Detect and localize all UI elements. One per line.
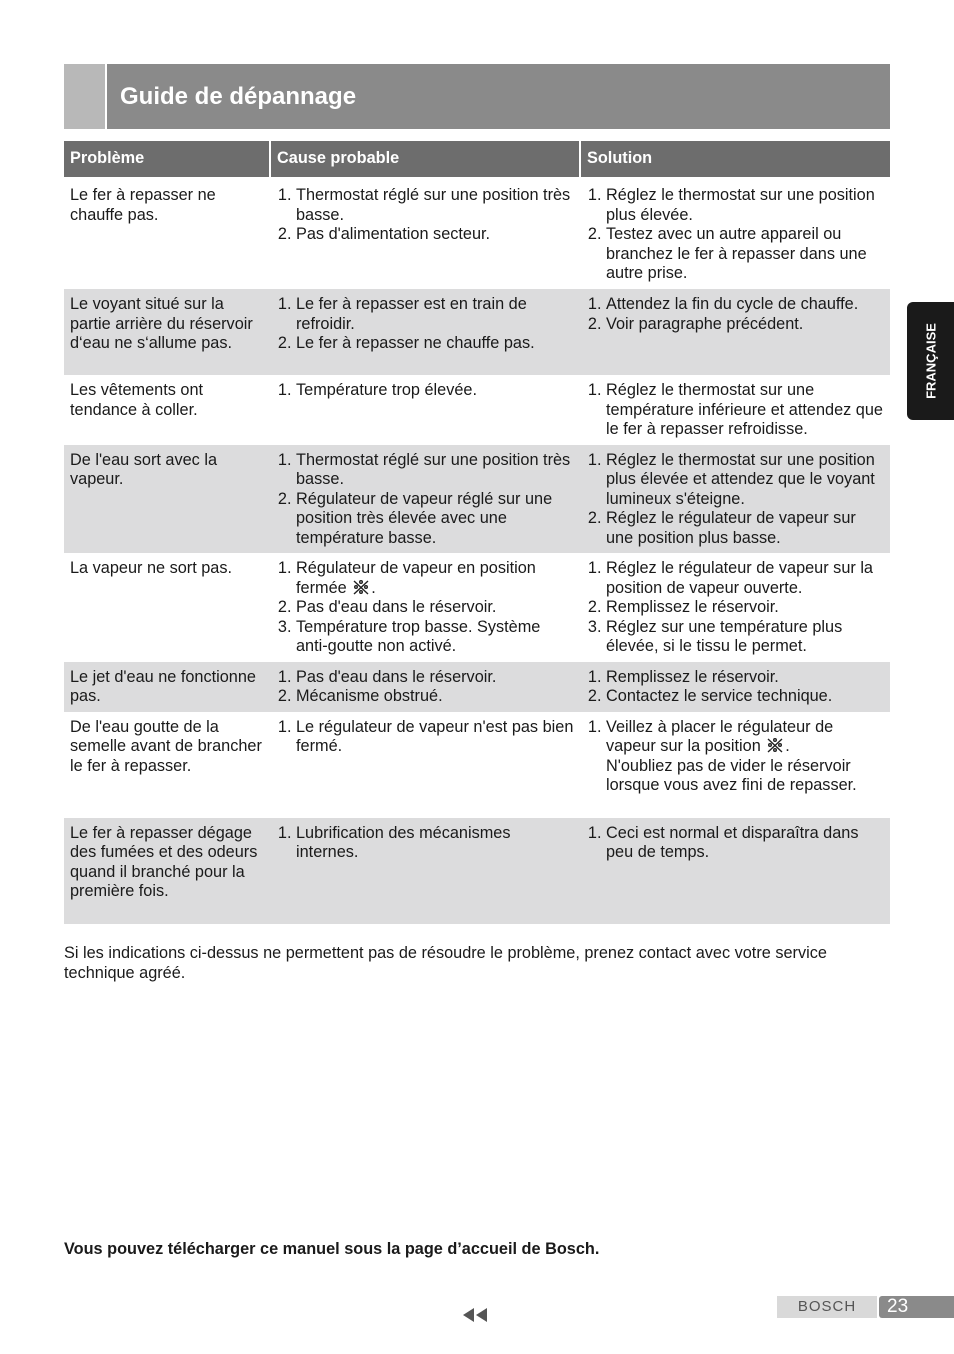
page-number: 23 <box>879 1296 954 1318</box>
table-row <box>64 375 890 445</box>
cause-item: 1. Température trop élevée. <box>296 381 574 401</box>
table-row <box>64 445 890 554</box>
solution-cell <box>580 818 890 924</box>
header-cause: Cause probable <box>270 141 580 177</box>
cause-cell <box>270 445 580 554</box>
solution-item: 1. Réglez le régulateur de vapeur sur la position de vapeur ouverte. <box>606 559 884 598</box>
contact-note: Si les indications ci-dessus ne permettent pas de résoudre le problème, prenez contact avec votre service technique agréé. <box>64 944 827 982</box>
steam-off-icon <box>351 579 371 596</box>
solution-item: 1. Ceci est normal et disparaîtra dans peu de temps. <box>606 824 884 863</box>
problem-cell: De l'eau sort avec la vapeur. <box>64 445 270 554</box>
cause-item: 1. Le fer à repasser est en train de refroidir. <box>296 295 574 334</box>
cause-item: 1. Régulateur de vapeur en position fermée . <box>296 559 574 598</box>
header-solution: Solution <box>580 141 890 177</box>
table-row <box>64 553 890 662</box>
page-title: Guide de dépannage <box>120 83 357 110</box>
header-problem: Problème <box>64 141 270 177</box>
solution-item: 1. Remplissez le réservoir. <box>606 668 884 688</box>
cause-item: 2. Pas d'alimentation secteur. <box>296 225 574 245</box>
problem-cell: Le voyant situé sur la partie arrière du réservoir d‘eau ne s‘allume pas. <box>64 289 270 375</box>
problem-cell: La vapeur ne sort pas. <box>70 559 233 577</box>
language-tab <box>907 302 954 420</box>
cause-item: 2. Mécanisme obstrué. <box>296 687 574 707</box>
solution-cell <box>580 553 890 662</box>
cause-item: 1. Thermostat réglé sur une position très basse. <box>296 451 574 490</box>
problem-cell: Le jet d'eau ne fonctionne pas. <box>64 662 270 712</box>
table-row <box>64 662 890 712</box>
solution-cell <box>580 177 890 289</box>
steam-off-icon <box>765 737 785 754</box>
brand-label: BOSCH <box>777 1296 877 1318</box>
solution-item: 2. Contactez le service technique. <box>606 687 884 707</box>
solution-item: 1. Attendez la fin du cycle de chauffe. <box>606 295 884 315</box>
double-left-arrow-icon[interactable] <box>463 1308 487 1324</box>
cause-item: 2. Le fer à repasser ne chauffe pas. <box>296 334 574 354</box>
solution-item: 2. Remplissez le réservoir. <box>606 598 884 618</box>
cause-cell <box>270 289 580 375</box>
cause-item: 2. Pas d'eau dans le réservoir. <box>296 598 574 618</box>
cause-item: 1. Thermostat réglé sur une position très basse. <box>296 186 574 225</box>
cause-item: 3. Température trop basse. Système anti-goutte non activé. <box>296 618 574 657</box>
solution-cell <box>580 712 890 818</box>
table-header-row <box>64 141 890 177</box>
table-row <box>64 712 890 818</box>
solution-item: 2. Voir paragraphe précédent. <box>606 315 884 335</box>
cause-cell <box>270 375 580 445</box>
language-tab-label: FRANÇAISE <box>923 323 938 399</box>
cause-cell <box>270 712 580 818</box>
solution-item: 2. Testez avec un autre appareil ou branchez le fer à repasser dans une autre prise. <box>606 225 884 284</box>
problem-cell: Le fer à repasser ne chauffe pas. <box>70 186 216 224</box>
solution-item: 1. Réglez le thermostat sur une position plus élevée. <box>606 186 884 225</box>
solution-cell <box>580 289 890 375</box>
solution-item: 3. Réglez sur une température plus élevée, si le tissu le permet. <box>606 618 884 657</box>
download-note: Vous pouvez télécharger ce manuel sous la page d’accueil de Bosch. <box>64 1240 600 1258</box>
table-row <box>64 818 890 924</box>
solution-cell <box>580 445 890 554</box>
cause-cell <box>270 553 580 662</box>
title-tab-marker <box>64 64 105 129</box>
cause-item: 1. Pas d'eau dans le réservoir. <box>296 668 574 688</box>
title-bar <box>64 64 890 129</box>
table-row <box>64 177 890 289</box>
problem-cell: De l'eau goutte de la semelle avant de brancher le fer à repasser. <box>70 717 262 775</box>
cause-cell <box>270 818 580 924</box>
cause-cell <box>270 177 580 289</box>
solution-cell <box>580 662 890 712</box>
solution-item: 1. Réglez le thermostat sur une position plus élevée et attendez que le voyant lumineux s'éteigne. <box>606 451 884 510</box>
table-row <box>64 289 890 375</box>
solution-item: 1. Réglez le thermostat sur une température inférieure et attendez que le fer à repasser refroidisse. <box>606 381 884 440</box>
troubleshooting-table <box>64 141 890 924</box>
cause-item: 1. Le régulateur de vapeur n'est pas bien fermé. <box>296 718 574 757</box>
cause-item: 1. Lubrification des mécanismes internes. <box>296 824 574 863</box>
cause-item: 2. Régulateur de vapeur réglé sur une position très élevée avec une température basse. <box>296 490 574 549</box>
problem-cell: Le fer à repasser dégage des fumées et des odeurs quand il branché pour la première fois. <box>64 818 270 924</box>
problem-cell: Les vêtements ont tendance à coller. <box>70 381 204 419</box>
solution-cell <box>580 375 890 445</box>
solution-item: 1. Veillez à placer le régulateur de vapeur sur la position . N'oubliez pas de vider le réservoir lorsque vous avez fini de repasser. <box>606 718 884 796</box>
cause-cell <box>270 662 580 712</box>
solution-item: 2. Réglez le régulateur de vapeur sur une position plus basse. <box>606 509 884 548</box>
